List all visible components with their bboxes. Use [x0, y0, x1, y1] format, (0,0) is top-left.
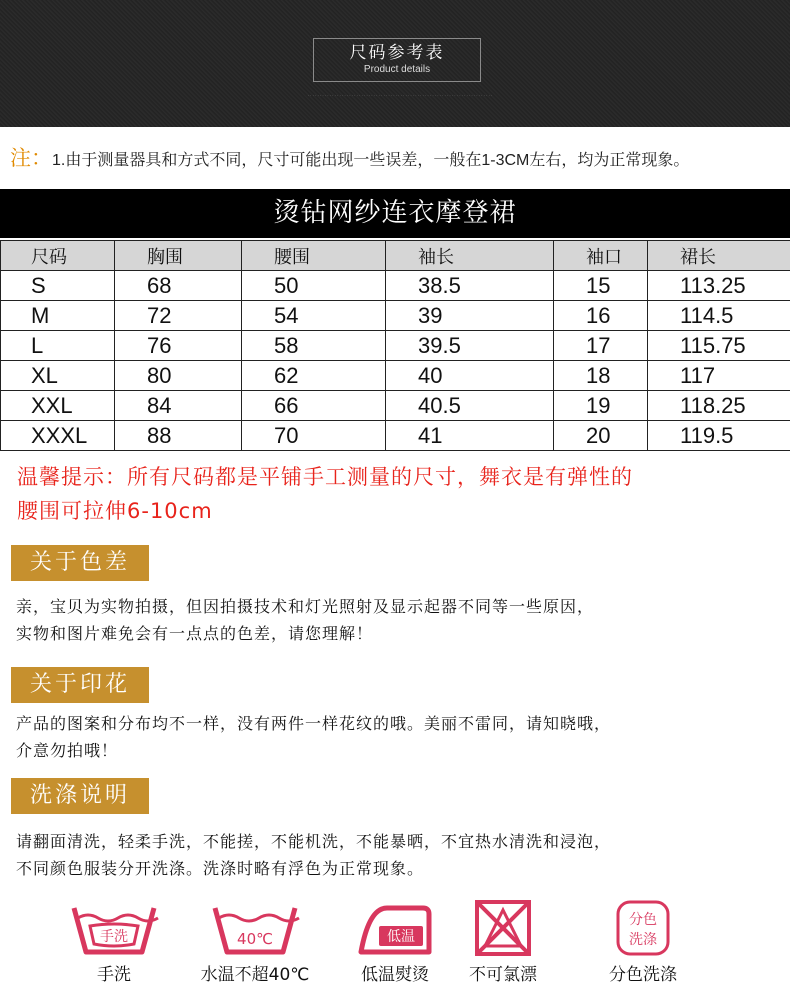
- table-row: [1, 301, 790, 331]
- table-cell: L: [1, 331, 115, 361]
- warm-tip-line-1: 温馨提示：所有尺码都是平铺手工测量的尺寸，舞衣是有弹性的: [17, 465, 633, 489]
- care-item-wash-40c: [185, 900, 325, 986]
- table-cell: 70: [242, 421, 386, 451]
- hand-wash-icon: [68, 900, 160, 956]
- section-badge-washing: 洗涤说明: [11, 778, 149, 814]
- section-text-print: [16, 710, 781, 764]
- table-cell: S: [1, 271, 115, 301]
- table-cell: 88: [115, 421, 242, 451]
- table-cell: 15: [554, 271, 648, 301]
- table-cell: 54: [242, 301, 386, 331]
- no-bleach-icon: [457, 900, 549, 956]
- svg-text:40℃: 40℃: [237, 930, 273, 948]
- table-cell: 115.75: [648, 331, 790, 361]
- table-cell: 72: [115, 301, 242, 331]
- table-cell: 80: [115, 361, 242, 391]
- table-cell: 66: [242, 391, 386, 421]
- table-cell: 18: [554, 361, 648, 391]
- column-header: 袖长: [386, 241, 554, 271]
- measurement-note: [10, 146, 689, 173]
- header-title-box: [313, 38, 481, 82]
- table-cell: 17: [554, 331, 648, 361]
- table-row: [1, 361, 790, 391]
- column-header: 袖口: [554, 241, 648, 271]
- size-table: [0, 240, 790, 451]
- table-row: [1, 391, 790, 421]
- warm-tip: [17, 460, 777, 528]
- section-text-washing: [16, 828, 781, 882]
- table-row: [1, 331, 790, 361]
- svg-text:分色: 分色: [629, 912, 657, 928]
- svg-text:手洗: 手洗: [100, 929, 128, 945]
- table-cell: 76: [115, 331, 242, 361]
- note-text: 1.由于测量器具和方式不同，尺寸可能出现一些误差，一般在1-3CM左右，均为正常现象。: [52, 152, 690, 169]
- table-cell: 40: [386, 361, 554, 391]
- table-cell: 50: [242, 271, 386, 301]
- care-item-no-bleach: [433, 900, 573, 986]
- table-cell: 84: [115, 391, 242, 421]
- section-text-line: 介意勿拍哦！: [16, 741, 119, 760]
- table-cell: 39.5: [386, 331, 554, 361]
- care-item-hand-wash: [44, 900, 184, 986]
- table-cell: 20: [554, 421, 648, 451]
- table-cell: 118.25: [648, 391, 790, 421]
- header-subtitle: Product details: [363, 64, 431, 75]
- section-text-line: 请翻面清洗，轻柔手洗，不能搓，不能机洗，不能暴晒，不宜热水清洗和浸泡，: [16, 832, 612, 851]
- table-cell: XL: [1, 361, 115, 391]
- care-item-separate-wash: [573, 900, 713, 986]
- note-mark: 注：: [10, 146, 52, 170]
- svg-text:低温: 低温: [387, 929, 415, 945]
- table-cell: 68: [115, 271, 242, 301]
- care-label: 不可氯漂: [469, 965, 537, 985]
- section-badge-color-difference: 关于色差: [11, 545, 149, 581]
- care-label: 手洗: [97, 965, 131, 985]
- size-table-title: 烫钻网纱连衣摩登裙: [0, 189, 790, 238]
- column-header: 腰围: [242, 241, 386, 271]
- table-cell: 114.5: [648, 301, 790, 331]
- table-cell: M: [1, 301, 115, 331]
- column-header: 裙长: [648, 241, 790, 271]
- table-cell: 16: [554, 301, 648, 331]
- table-cell: 39: [386, 301, 554, 331]
- section-text-line: 不同颜色服装分开洗涤。洗涤时略有浮色为正常现象。: [16, 859, 425, 878]
- size-table-header-row: [1, 241, 790, 271]
- table-row: [1, 421, 790, 451]
- table-cell: 38.5: [386, 271, 554, 301]
- care-label: 低温熨烫: [361, 965, 429, 985]
- separate-wash-icon: [597, 900, 689, 956]
- column-header: 胸围: [115, 241, 242, 271]
- warm-tip-line-2: 腰围可拉伸6-10cm: [17, 499, 213, 523]
- svg-text:洗涤: 洗涤: [629, 932, 657, 948]
- column-header: 尺码: [1, 241, 115, 271]
- table-cell: 117: [648, 361, 790, 391]
- care-label: 水温不超40℃: [200, 965, 310, 985]
- table-row: [1, 271, 790, 301]
- table-cell: 19: [554, 391, 648, 421]
- header-fine-print-decoration: · · · · · · · · · · · · · · · · · · · · · · · · · · · · · · · · · · · · · · · · · · · · · · · · · · · · · · · · · · · · · · · · · · · · · · · · · · · ·: [307, 93, 493, 98]
- table-cell: XXXL: [1, 421, 115, 451]
- table-cell: 40.5: [386, 391, 554, 421]
- header-banner: [0, 0, 790, 127]
- section-badge-print: 关于印花: [11, 667, 149, 703]
- table-cell: 62: [242, 361, 386, 391]
- table-cell: 41: [386, 421, 554, 451]
- table-cell: 113.25: [648, 271, 790, 301]
- table-cell: 58: [242, 331, 386, 361]
- wash-40c-icon: [209, 900, 301, 956]
- section-text-color-difference: [16, 593, 781, 647]
- table-cell: XXL: [1, 391, 115, 421]
- section-text-line: 实物和图片难免会有一点点的色差，请您理解！: [16, 624, 374, 643]
- table-cell: 119.5: [648, 421, 790, 451]
- low-iron-icon: [349, 900, 441, 956]
- section-text-line: 产品的图案和分布均不一样，没有两件一样花纹的哦。美丽不雷同，请知晓哦，: [16, 714, 612, 733]
- care-label: 分色洗涤: [609, 965, 677, 985]
- header-title: 尺码参考表: [349, 43, 445, 63]
- section-text-line: 亲，宝贝为实物拍摄，但因拍摄技术和灯光照射及显示起器不同等一些原因，: [16, 597, 595, 616]
